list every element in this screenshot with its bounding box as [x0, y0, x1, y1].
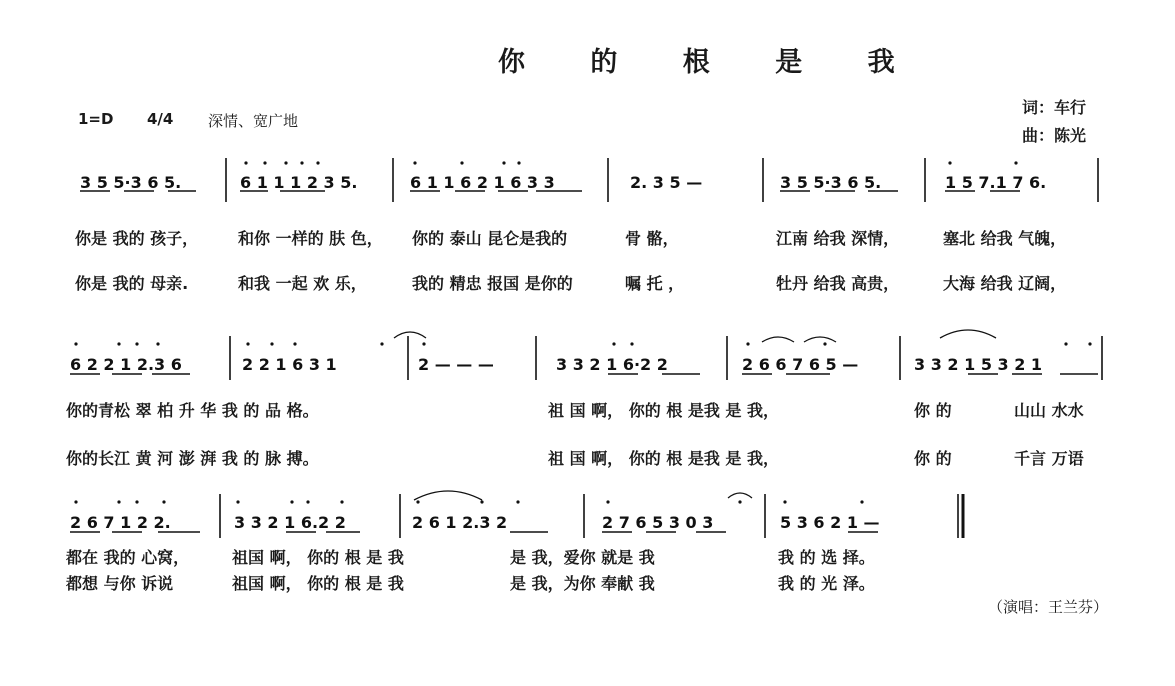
lyric-segment: 是 我，爱你 就是 我 [510, 548, 655, 567]
lyric-segment: 你的长江 黄 河 澎 湃 我 的 脉 搏。 [66, 449, 319, 468]
lyric-segment: 我的 精忠 报国 是你的 [412, 274, 573, 293]
lyric-segment: 大海 给我 辽阔， [943, 274, 1067, 293]
lyric-segment: 骨 骼， [625, 229, 679, 248]
lyric-segment: 和你 一样的 肤 色， [238, 229, 383, 248]
notation-measure: 3 5 5·3 6 5. [80, 173, 182, 192]
lyric-segment: 都想 与你 诉说 [66, 574, 174, 593]
notation-measure: 2 — — — [418, 355, 494, 374]
lyric-segment: 千言 万语 [1014, 449, 1084, 468]
lyric-segment: 你是 我的 孩子， [75, 229, 199, 248]
lyrics-verse-1 [0, 545, 1175, 569]
notation-measure: 2 7 6 5 3 0 3 [602, 513, 714, 532]
tempo-marking: 深情、宽广地 [208, 112, 299, 130]
lyrics-verse-1 [0, 398, 1175, 422]
lyric-segment: 牡丹 给我 高贵， [776, 274, 900, 293]
lyric-segment: 你是 我的 母亲. [75, 274, 189, 293]
notation-measure: 3 3 2 1 5 3 2 1 [914, 355, 1043, 374]
song-title: 你 的 根 是 我 [498, 47, 923, 78]
lyric-segment: 江南 给我 深情， [776, 229, 900, 248]
composer-credit: 曲：陈光 [1022, 126, 1087, 145]
notation-measure: 3 3 2 1 6.2 2 [234, 513, 346, 532]
lyric-segment: 塞北 给我 气魄， [943, 229, 1067, 248]
notation-measure: 3 5 5·3 6 5. [780, 173, 882, 192]
lyric-segment: 山山 水水 [1014, 401, 1084, 420]
lyricist-credit: 词：车行 [1022, 98, 1087, 117]
notation-row-1 [0, 152, 1175, 212]
lyric-segment: 祖国 啊， 你的 根 是 我 [232, 574, 404, 593]
time-signature: 4/4 [147, 110, 174, 128]
lyric-segment: 我 的 选 择。 [778, 548, 875, 567]
notation-measure: 2 6 1 2.3 2 [412, 513, 508, 532]
lyric-segment: 你 的 [914, 401, 952, 420]
lyrics-verse-2 [0, 571, 1175, 595]
lyric-segment: 你 的 [914, 449, 952, 468]
key-signature: 1=D [78, 110, 114, 128]
notation-measure: 2 6 7 1 2 2. [70, 513, 171, 532]
notation-measure: 6 2 2 1 2.3 6 [70, 355, 182, 374]
notation-measure: 2 2 1 6 3 1 [242, 355, 337, 374]
notation-row-2 [0, 330, 1175, 390]
notation-measure: 6 1 1 1 2 3 5. [240, 173, 358, 192]
lyric-segment: 都在 我的 心窝， [66, 548, 190, 567]
lyric-segment: 祖 国 啊， 你的 根 是我 是 我， [548, 401, 779, 420]
notation-measure: 3 3 2 1 6·2 2 [556, 355, 668, 374]
notation-measure: 2. 3 5 — [630, 173, 703, 192]
lyric-segment: 祖国 啊， 你的 根 是 我 [232, 548, 404, 567]
lyrics-verse-1 [0, 226, 1175, 250]
notation-measure: 2 6 6 7 6 5 — [742, 355, 859, 374]
lyric-segment: 和我 一起 欢 乐， [238, 274, 367, 293]
lyric-segment: 你的 泰山 昆仑是我的 [412, 229, 568, 248]
notation-row-3 [0, 488, 1175, 548]
lyric-segment: 嘱 托 ， [625, 274, 685, 293]
notation-measure: 1 5 7.1 7 6. [945, 173, 1047, 192]
lyrics-verse-2 [0, 446, 1175, 470]
lyric-segment: 祖 国 啊， 你的 根 是我 是 我， [548, 449, 779, 468]
notation-measure: 5 3 6 2 1 — [780, 513, 880, 532]
singer-credit: （演唱：王兰芬） [988, 598, 1109, 616]
notation-measure: 6 1 1 6 2 1 6 3 3 [410, 173, 555, 192]
lyric-segment: 是 我，为你 奉献 我 [510, 574, 655, 593]
lyric-segment: 你的青松 翠 柏 升 华 我 的 品 格。 [66, 401, 319, 420]
lyrics-verse-2 [0, 271, 1175, 295]
lyric-segment: 我 的 光 泽。 [778, 574, 875, 593]
